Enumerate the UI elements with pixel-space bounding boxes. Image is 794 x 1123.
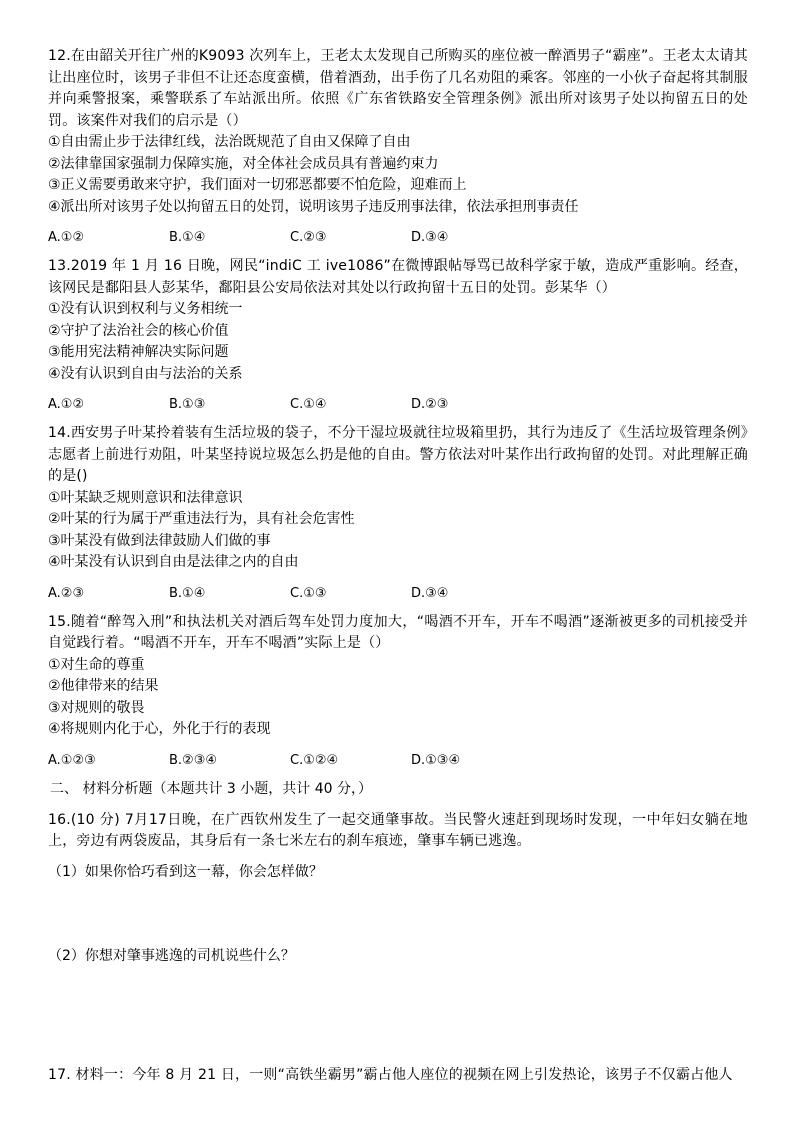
option-3: ③能用宪法精神解决实际问题 — [48, 344, 229, 360]
option-2: ②法律靠国家强制力保障实施，对全体社会成员具有普遍约束力 — [48, 155, 439, 172]
question-stem: 12.在由韶关开往广州的K9093 次列车上，王老太太发现自己所购买的座位被一醉酒男子“霸座”。王老太太请其让出座位时，该男子非但不让还态度蛮横，借着酒劲，出手伤了几名劝阻的乘客。邻座的一小伙子奋起将其制服并向乘警报案，乘警联系了车站派出所。依照《广东省铁路安全管理条例》派出所对该男子处以拘留五日的处罚。该案件对我们的启示是（） — [48, 48, 748, 129]
option-1: ①没有认识到权利与义务相统一 — [48, 301, 243, 317]
answer-space — [48, 883, 748, 945]
question-13 — [48, 256, 748, 415]
option-2: ②他律带来的结果 — [48, 678, 159, 694]
answer-choices — [48, 395, 748, 415]
choice-b: B.②③④ — [169, 752, 218, 768]
choice-a: A.①② — [48, 397, 85, 412]
option-3: ③对规则的敬畏 — [48, 699, 145, 716]
choice-a: A.①② — [48, 230, 85, 245]
sub-question-1: （1）如果你恰巧看到这一幕，你会怎样做？ — [48, 863, 323, 880]
choice-b: B.①④ — [169, 230, 206, 245]
option-1: ①叶某缺乏规则意识和法律意识 — [48, 489, 243, 506]
question-stem: 15.随着“醉驾入刑”和执法机关对酒后驾车处罚力度加大，“喝酒不开车，开车不喝酒”逐渐被更多的司机接受并自觉践行着。“喝酒不开车，开车不喝酒”实际上是（） — [48, 613, 748, 651]
question-stem: 17. 材料一：今年 8 月 21 日，一则“高铁坐霸男”霸占他人座位的视频在网上引发热论，该男子不仅霸占他人 — [48, 1066, 733, 1083]
option-1: ①自由需止步于法律红线，法治既规范了自由又保障了自由 — [48, 134, 411, 150]
choice-d: D.③④ — [411, 230, 449, 245]
question-stem: 16.(10 分) 7月17日晚，在广西钦州发生了一起交通肇事故。当民警火速赶到现场时发现，一中年妇女躺在地上，旁边有两袋废品，其身后有一条七米左右的刹车痕迹，肇事车辆已逃逸。 — [48, 811, 748, 849]
question-16 — [48, 810, 748, 1065]
option-1: ①对生命的尊重 — [48, 656, 145, 673]
option-2: ②守护了法治社会的核心价值 — [48, 322, 229, 339]
choice-a: A.②③ — [48, 585, 85, 601]
question-14 — [48, 423, 748, 604]
option-3: ③叶某没有做到法律鼓励人们做的事 — [48, 532, 271, 549]
question-stem: 14.西安男子叶某拎着装有生活垃圾的袋子，不分干湿垃圾就往垃圾箱里扔，其行为违反了《生活垃圾管理条例》志愿者上前进行劝阻，叶某坚持说垃圾怎么扔是他的自由。警方依法对叶某作出行政拘留的处罚。对此理解正确的是() — [48, 425, 748, 484]
choice-c: C.①④ — [290, 397, 327, 412]
choice-b: B.①④ — [169, 585, 206, 601]
question-stem: 13.2019 年 1 月 16 日晚，网民“indiC 工 ive1086”在微博跟帖辱骂已故科学家于敏，造成严重影响。经查，该网民是鄱阳县人彭某华，鄱阳县公安局依法对其处以行政拘留十五日的处罚。彭某华（） — [48, 258, 748, 296]
section-title: 二、 材料分析题（本题共计 3 小题，共计 40 分，） — [50, 780, 372, 797]
answer-space — [48, 967, 748, 1065]
option-4: ④叶某没有认识到自由是法律之内的自由 — [48, 554, 299, 570]
question-15 — [48, 612, 748, 771]
option-4: ④将规则内化于心，外化于行的表现 — [48, 721, 271, 737]
answer-choices — [48, 584, 748, 604]
option-2: ②叶某的行为属于严重违法行为，具有社会危害性 — [48, 511, 355, 527]
option-3: ③正义需要勇敢来守护，我们面对一切邪恶都要不怕危险，迎难而上 — [48, 177, 467, 193]
sub-question-2: （2）你想对肇事逃逸的司机说些什么？ — [48, 947, 295, 964]
option-4: ④派出所对该男子处以拘留五日的处罚，说明该男子违反刑事法律，依法承担刑事责任 — [48, 198, 579, 215]
choice-c: C.①②④ — [290, 752, 339, 768]
option-4: ④没有认识到自由与法治的关系 — [48, 365, 243, 382]
choice-c: C.②③ — [290, 230, 327, 245]
choice-a: A.①②③ — [48, 752, 96, 768]
answer-choices — [48, 228, 748, 248]
choice-d: D.①③④ — [411, 752, 461, 768]
question-12 — [48, 46, 748, 248]
question-17 — [48, 1065, 748, 1087]
answer-choices — [48, 751, 748, 771]
choice-d: D.②③ — [411, 397, 449, 412]
choice-c: C.①③ — [290, 585, 327, 601]
exam-page — [48, 46, 748, 1086]
choice-b: B.①③ — [169, 397, 206, 412]
choice-d: D.③④ — [411, 585, 449, 601]
